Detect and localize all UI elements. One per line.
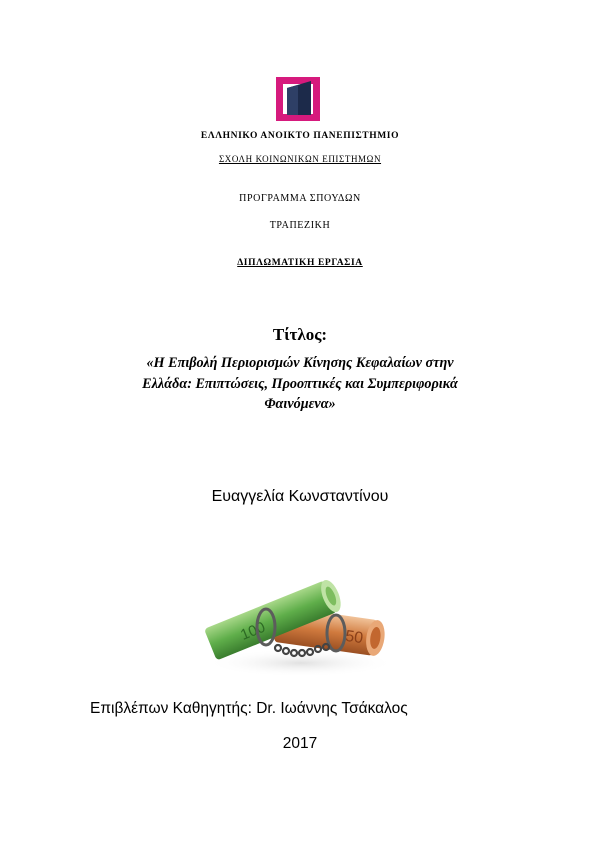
university-logo-icon [276, 77, 320, 121]
year: 2017 [282, 735, 318, 752]
author-name: Ευαγγελία Κωνσταντίνου [211, 488, 389, 505]
school-name: ΣΧΟΛΗ ΚΟΙΝΩΝΙΚΩΝ ΕΠΙΣΤΗΜΩΝ [218, 154, 382, 164]
track-name: ΤΡΑΠΕΖΙΚΗ [269, 220, 331, 231]
program-label: ΠΡΟΓΡΑΜΜΑ ΣΠΟΥΔΩΝ [239, 193, 361, 204]
thesis-title-line: «Η Επιβολή Περιορισμών Κίνησης Κεφαλαίων στην [146, 355, 454, 371]
title-label: Τίτλος: [272, 325, 328, 344]
university-name: ΕΛΛΗΝΙΚΟ ΑΝΟΙΚΤΟ ΠΑΝΕΠΙΣΤΗΜΙΟ [200, 131, 400, 141]
supervisor-line: Επιβλέπων Καθηγητής: Dr. Ιωάννης Τσάκαλος [90, 700, 408, 717]
svg-text:50: 50 [344, 627, 365, 648]
thesis-title-line: Φαινόμενα» [264, 396, 336, 412]
svg-text:100: 100 [238, 618, 268, 644]
thesis-type: ΔΙΠΛΩΜΑΤΙΚΗ ΕΡΓΑΣΙΑ [237, 258, 363, 268]
thesis-title [0, 353, 600, 415]
thesis-title-line: Ελλάδα: Επιπτώσεις, Προοπτικές και Συμπεριφορικά [142, 375, 458, 392]
handcuffed-banknotes-image [196, 545, 406, 680]
